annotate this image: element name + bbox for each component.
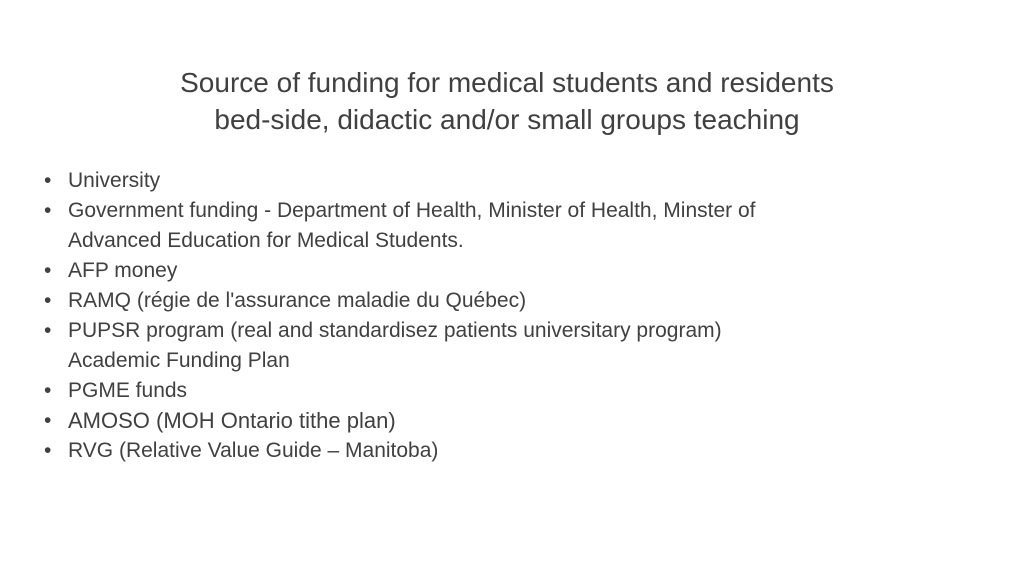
bullet-item-rvg (44, 436, 944, 466)
bullet-text-line: PGME funds (68, 379, 188, 402)
slide-title-line-1: Source of funding for medical students and residents (180, 67, 834, 98)
bullet-text-line: RAMQ (régie de l'assurance maladie du Québec) (68, 289, 527, 312)
bullet-text (68, 376, 944, 406)
bullet-item-ramq (44, 286, 944, 316)
slide-title-line-2: bed-side, didactic and/or small groups teaching (214, 104, 800, 135)
bullet-icon: • (44, 319, 52, 342)
bullet-text-line: University (68, 169, 161, 192)
bullet-text (68, 196, 944, 256)
bullet-item-university (44, 166, 944, 196)
bullet-item-pupsr-program (44, 316, 944, 376)
bullet-item-government-funding (44, 196, 944, 256)
bullet-icon: • (44, 289, 52, 312)
bullet-text-line: Advanced Education for Medical Students. (68, 229, 464, 252)
bullet-text-line: Academic Funding Plan (68, 349, 290, 372)
bullet-icon: • (44, 259, 52, 282)
bullet-item-afp-money (44, 256, 944, 286)
bullet-text-line: Government funding - Department of Health, Minister of Health, Minster of (68, 199, 756, 222)
bullet-item-amoso (44, 406, 944, 436)
bullet-text (68, 406, 944, 436)
bullet-text-line: PUPSR program (real and standardisez patients universitary program) (68, 319, 722, 342)
bullet-text-line: AMOSO (MOH Ontario tithe plan) (68, 408, 396, 433)
bullet-text-line: RVG (Relative Value Guide – Manitoba) (68, 439, 439, 462)
slide-title (60, 64, 954, 138)
bullet-text (68, 286, 944, 316)
bullet-text (68, 436, 944, 466)
bullet-text (68, 316, 944, 376)
bullet-text-line: AFP money (68, 259, 178, 282)
bullet-icon: • (44, 439, 52, 462)
bullet-icon: • (44, 409, 52, 432)
bullet-text (68, 256, 944, 286)
bullet-icon: • (44, 199, 52, 222)
bullet-icon: • (44, 169, 52, 192)
bullet-list (44, 166, 944, 466)
bullet-item-pgme-funds (44, 376, 944, 406)
bullet-icon: • (44, 379, 52, 402)
bullet-text (68, 166, 944, 196)
